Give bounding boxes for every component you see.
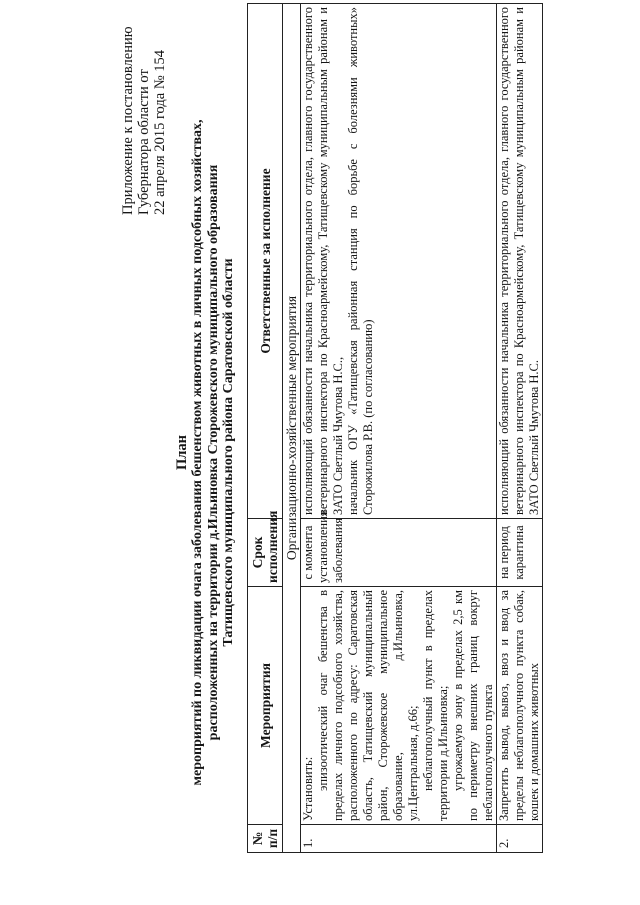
header-measures: Мероприятия bbox=[248, 587, 283, 825]
table-header-row bbox=[248, 4, 283, 853]
measures-paragraph: неблагополучный пункт в пределах территории д.Ильиновка; bbox=[421, 590, 450, 821]
header-term: Срок исполнения bbox=[248, 519, 283, 587]
row-responsible: исполняющий обязанности начальника территориального отдела, главного государственного ветеринарного инспектора по Красноармейскому, Татищевскому муниципальным районам и ЗАТО Светлый Чмутова Н.С. bbox=[497, 4, 543, 519]
responsible-paragraph: исполняющий обязанности начальника территориального отдела, главного государственного ветеринарного инспектора по Красноармейскому, Татищевскому муниципальным районам и ЗАТО Светлый Чмутова Н.С., bbox=[301, 7, 345, 515]
row-term: с момента установления заболевания bbox=[301, 519, 497, 587]
section-row bbox=[283, 4, 301, 853]
table-row bbox=[301, 4, 497, 853]
appendix-line-2: Губернатора области от bbox=[136, 69, 152, 215]
section-title: Организационно-хозяйственные мероприятия bbox=[283, 4, 301, 853]
plan-subtitle-line-3: Татищевского муниципального района Саратовской области bbox=[221, 258, 236, 647]
measures-table bbox=[247, 3, 543, 853]
row-num: 1. bbox=[301, 825, 497, 853]
row-num: 2. bbox=[497, 825, 543, 853]
header-num: № п/п bbox=[248, 825, 283, 853]
header-responsible: Ответственные за исполнение bbox=[248, 4, 283, 519]
plan-subtitle-line-1: мероприятий по ликвидации очага заболевания бешенством животных в личных подсобных хозяйствах, bbox=[190, 119, 205, 786]
table-row bbox=[497, 4, 543, 853]
appendix-note bbox=[120, 0, 168, 215]
measures-intro: Установить: bbox=[301, 756, 315, 821]
plan-subtitle-line-2: расположенных на территории д.Ильиновка Сторожевского муниципального образования bbox=[205, 164, 221, 741]
row-measures bbox=[301, 587, 497, 825]
measures-table-wrap bbox=[247, 3, 541, 853]
row-term: на период карантина bbox=[497, 519, 543, 587]
plan-subtitle bbox=[190, 0, 237, 905]
plan-title: План bbox=[174, 434, 190, 471]
responsible-paragraph: начальник ОГУ «Татищевская районная станция по борьбе с болезнями животных» Сторожилова Р.В. (по согласованию) bbox=[346, 7, 375, 515]
row-responsible bbox=[301, 4, 497, 519]
measures-paragraph: эпизоотический очаг бешенства в пределах личного подсобного хозяйства, расположенного по адресу: Саратовская область, Татищевский муниципальный район, Сторожевское муниципальное образование, д.Ильиновка, ул.Центральная, д.66; bbox=[316, 590, 420, 821]
appendix-line-1: Приложение к постановлению bbox=[120, 26, 136, 215]
measures-paragraph: угрожаемую зону в пределах 2,5 км по периметру внешних границ вокруг неблагополучного пункта bbox=[451, 590, 495, 821]
appendix-line-3: 22 апреля 2015 года № 154 bbox=[152, 49, 168, 215]
row-measures: Запретить вывод, вывоз, ввоз и ввод за пределы неблагополучного пункта собак, кошек и домашних животных bbox=[497, 587, 543, 825]
